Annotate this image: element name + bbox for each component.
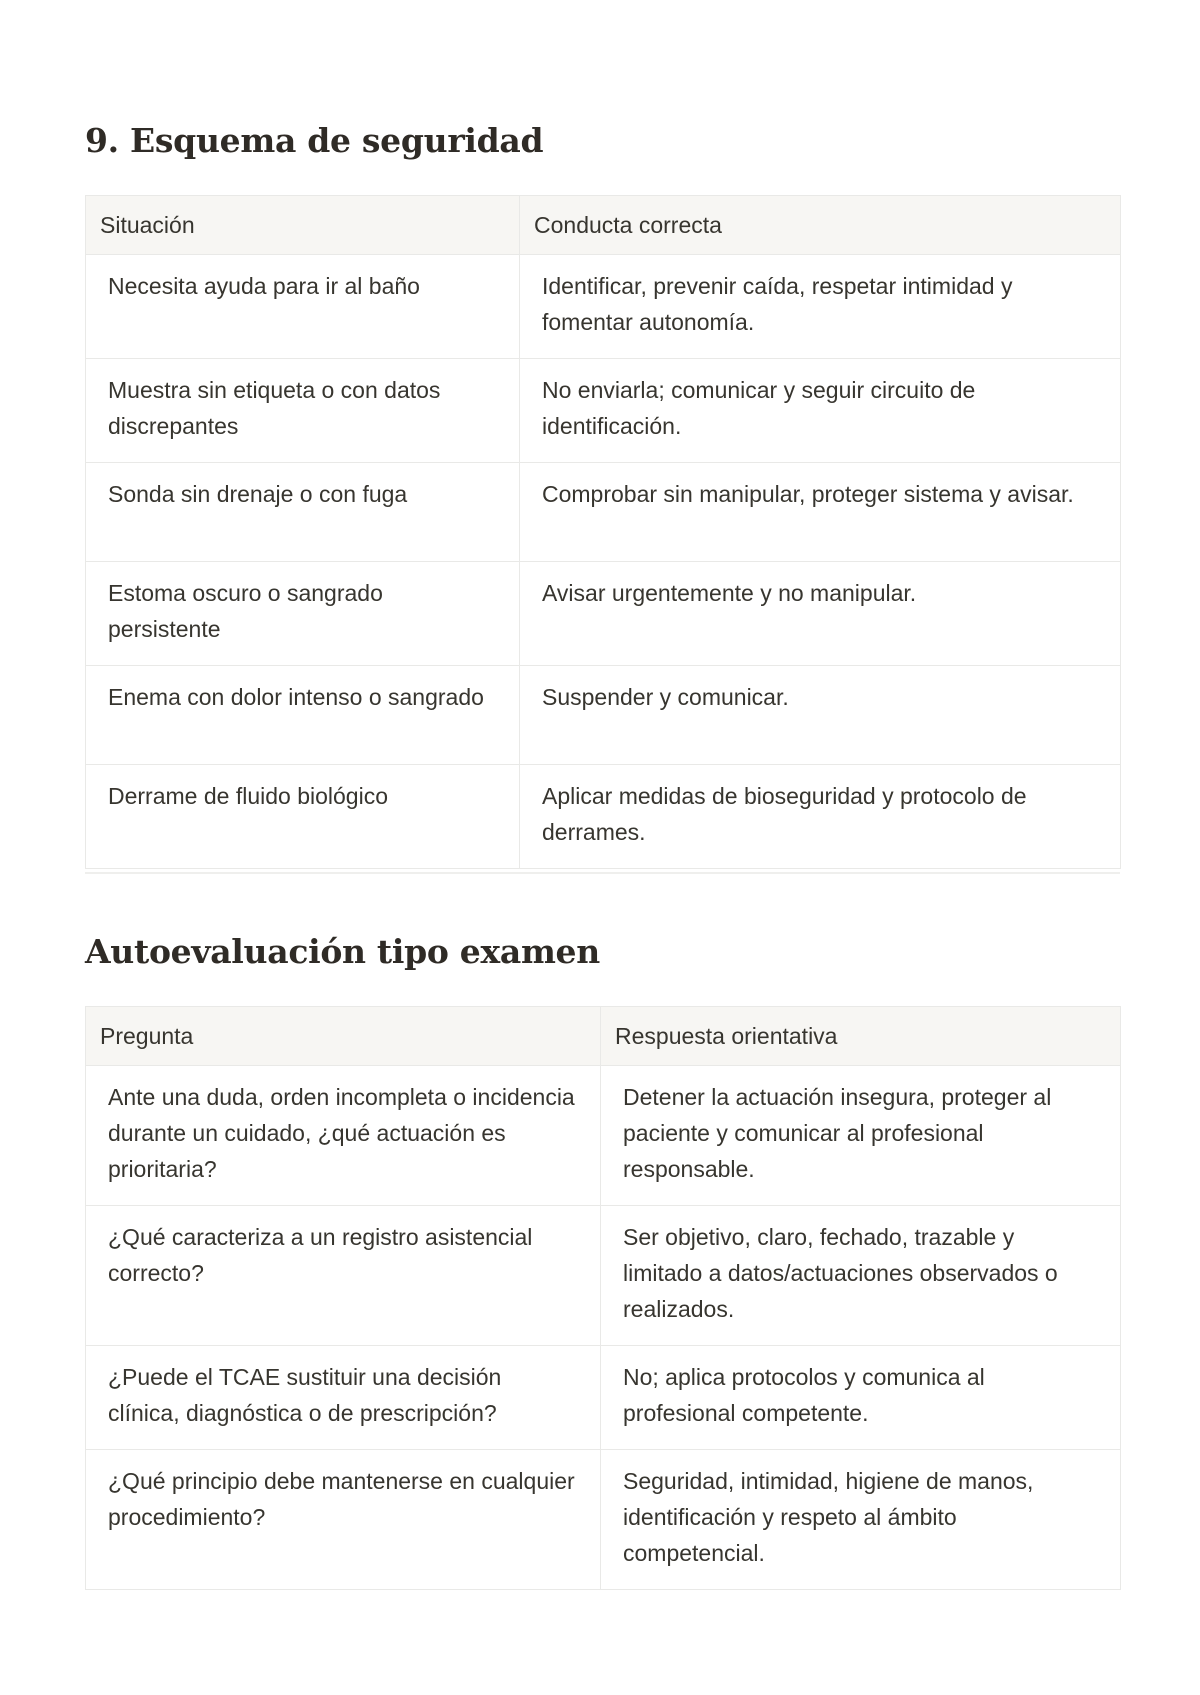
cell-conducta: Suspender y comunicar.	[520, 666, 1121, 765]
cell-pregunta: Ante una duda, orden incompleta o incidencia durante un cuidado, ¿qué actuación es prioritaria?	[86, 1066, 601, 1206]
cell-pregunta: ¿Puede el TCAE sustituir una decisión clínica, diagnóstica o de prescripción?	[86, 1346, 601, 1450]
column-header-respuesta: Respuesta orientativa	[601, 1007, 1121, 1066]
column-header-conducta: Conducta correcta	[520, 196, 1121, 255]
table-esquema-seguridad	[85, 195, 1121, 869]
column-header-situacion: Situación	[86, 196, 520, 255]
table-row	[86, 1066, 1121, 1206]
table-row	[86, 666, 1121, 765]
cell-situacion: Estoma oscuro o sangrado persistente	[86, 562, 520, 666]
cell-situacion: Derrame de fluido biológico	[86, 765, 520, 869]
table-row	[86, 562, 1121, 666]
table-row	[86, 463, 1121, 562]
table-autoevaluacion	[85, 1006, 1121, 1590]
table-row	[86, 359, 1121, 463]
cell-pregunta: ¿Qué caracteriza a un registro asistencial correcto?	[86, 1206, 601, 1346]
cell-pregunta: ¿Qué principio debe mantenerse en cualquier procedimiento?	[86, 1450, 601, 1590]
cell-conducta: Identificar, prevenir caída, respetar intimidad y fomentar autonomía.	[520, 255, 1121, 359]
table-row	[86, 1346, 1121, 1450]
column-header-pregunta: Pregunta	[86, 1007, 601, 1066]
cell-conducta: Aplicar medidas de bioseguridad y protocolo de derrames.	[520, 765, 1121, 869]
cell-conducta: Avisar urgentemente y no manipular.	[520, 562, 1121, 666]
cell-conducta: No enviarla; comunicar y seguir circuito de identificación.	[520, 359, 1121, 463]
cell-situacion: Enema con dolor intenso o sangrado	[86, 666, 520, 765]
cell-respuesta: Detener la actuación insegura, proteger al paciente y comunicar al profesional responsable.	[601, 1066, 1121, 1206]
cell-respuesta: No; aplica protocolos y comunica al profesional competente.	[601, 1346, 1121, 1450]
table-row	[86, 255, 1121, 359]
section-heading-autoevaluacion: Autoevaluación tipo examen	[85, 932, 600, 971]
table-row	[86, 1450, 1121, 1590]
cell-conducta: Comprobar sin manipular, proteger sistema y avisar.	[520, 463, 1121, 562]
cell-respuesta: Ser objetivo, claro, fechado, trazable y limitado a datos/actuaciones observados o realizados.	[601, 1206, 1121, 1346]
cell-situacion: Muestra sin etiqueta o con datos discrepantes	[86, 359, 520, 463]
cell-situacion: Sonda sin drenaje o con fuga	[86, 463, 520, 562]
table-row	[86, 1206, 1121, 1346]
cell-respuesta: Seguridad, intimidad, higiene de manos, identificación y respeto al ámbito competencial.	[601, 1450, 1121, 1590]
section-heading-esquema-seguridad: 9. Esquema de seguridad	[85, 121, 544, 160]
table-row	[86, 765, 1121, 869]
section-divider	[85, 872, 1120, 874]
table-header-row	[86, 196, 1121, 255]
table-header-row	[86, 1007, 1121, 1066]
cell-situacion: Necesita ayuda para ir al baño	[86, 255, 520, 359]
